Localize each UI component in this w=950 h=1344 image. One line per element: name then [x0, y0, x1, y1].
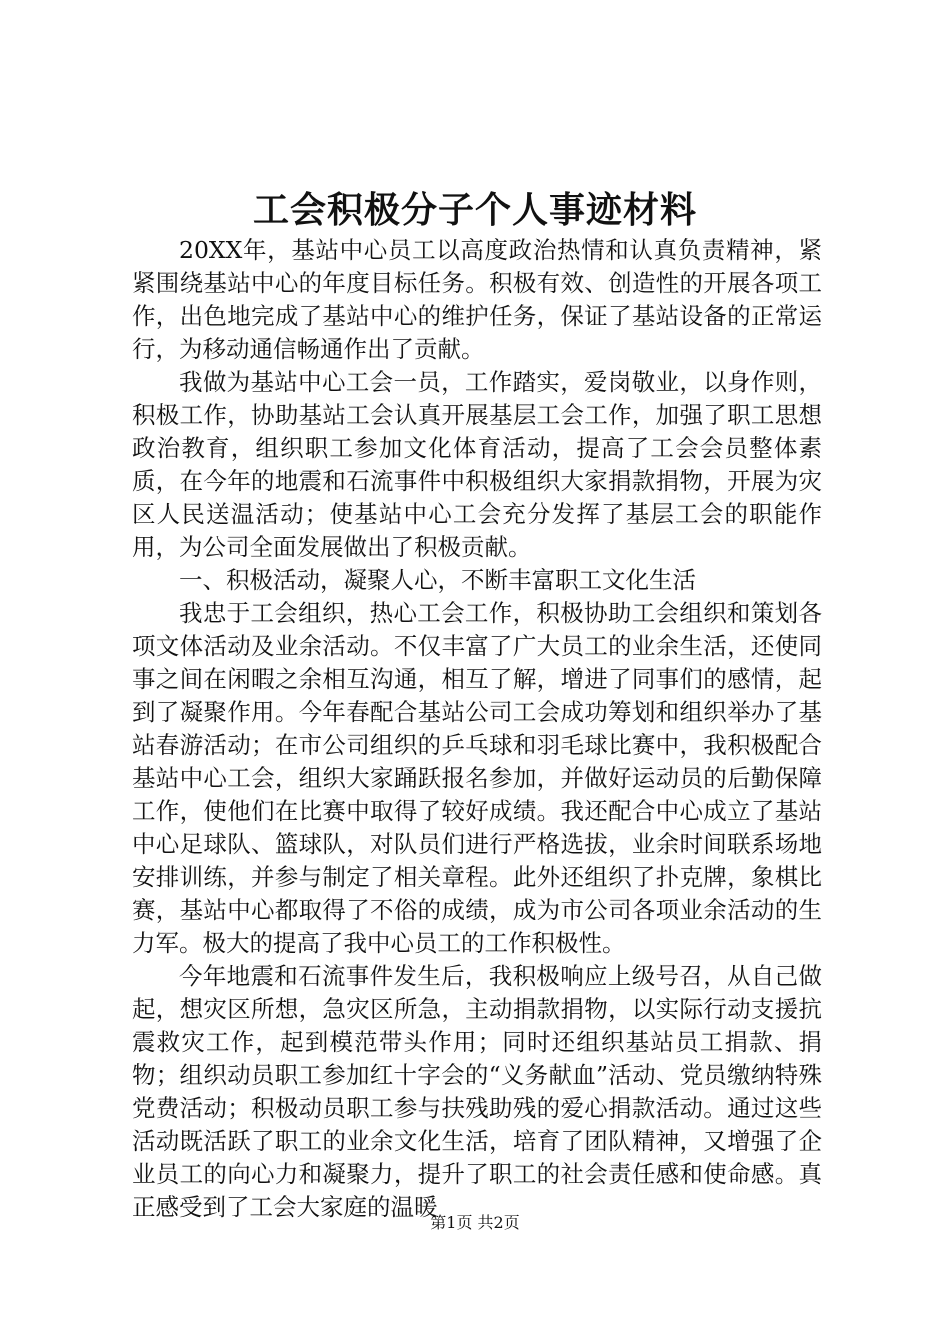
page-number-footer: 第1页 共2页 [430, 1213, 520, 1232]
paragraph-role: 我做为基站中心工会一员，工作踏实，爱岗敬业，以身作则，积极工作，协助基站工会认真开展基层工会工作，加强了职工思想政治教育，组织职工参加文化体育活动，提高了工会会员整体素质，在今年的地震和石流事件中积极组织大家捐款捐物，开展为灾区人民送温活动；使基站中心工会充分发挥了基层工会的职能作用，为公司全面发展做出了积极贡献。 [132, 368, 822, 561]
paragraph-activities: 我忠于工会组织，热心工会工作，积极协助工会组织和策划各项文体活动及业余活动。不仅丰富了广大员工的业余生活，还使同事之间在闲暇之余相互沟通，相互了解，增进了同事们的感情，起到了凝聚作用。今年春配合基站公司工会成功筹划和组织举办了基站春游活动；在市公司组织的乒乓球和羽毛球比赛中，我积极配合基站中心工会，组织大家踊跃报名参加，并做好运动员的后勤保障工作，使他们在比赛中取得了较好成绩。我还配合中心成立了基站中心足球队、篮球队，对队员们进行严格选拔，业余时间联系场地安排训练，并参与制定了相关章程。此外还组织了扑克牌，象棋比赛，基站中心都取得了不俗的成绩，成为市公司各项业余活动的生力军。极大的提高了我中心员工的工作积极性。 [132, 599, 822, 957]
document-body [132, 234, 822, 1224]
paragraph-intro: 20XX年，基站中心员工以高度政治热情和认真负责精神，紧紧围绕基站中心的年度目标任务。积极有效、创造性的开展各项工作，出色地完成了基站中心的维护任务，保证了基站设备的正常运行，为移动通信畅通作出了贡献。 [132, 236, 822, 363]
paragraph-disaster-relief: 今年地震和石流事件发生后，我积极响应上级号召，从自己做起，想灾区所想，急灾区所急，主动捐款捐物，以实际行动支援抗震救灾工作，起到模范带头作用；同时还组织基站员工捐款、捐物；组织动员职工参加红十字会的“义务献血”活动、党员缴纳特殊党费活动；积极动员职工参与扶残助残的爱心捐款活动。通过这些活动既活跃了职工的业余文化生活，培育了团队精神，又增强了企业员工的向心力和凝聚力，提升了职工的社会责任感和使命感。真正感受到了工会大家庭的温暖 [132, 962, 822, 1221]
section-heading-1: 一、积极活动，凝聚人心，不断丰富职工文化生活 [179, 566, 696, 594]
document-title: 工会积极分子个人事迹材料 [252, 189, 697, 231]
